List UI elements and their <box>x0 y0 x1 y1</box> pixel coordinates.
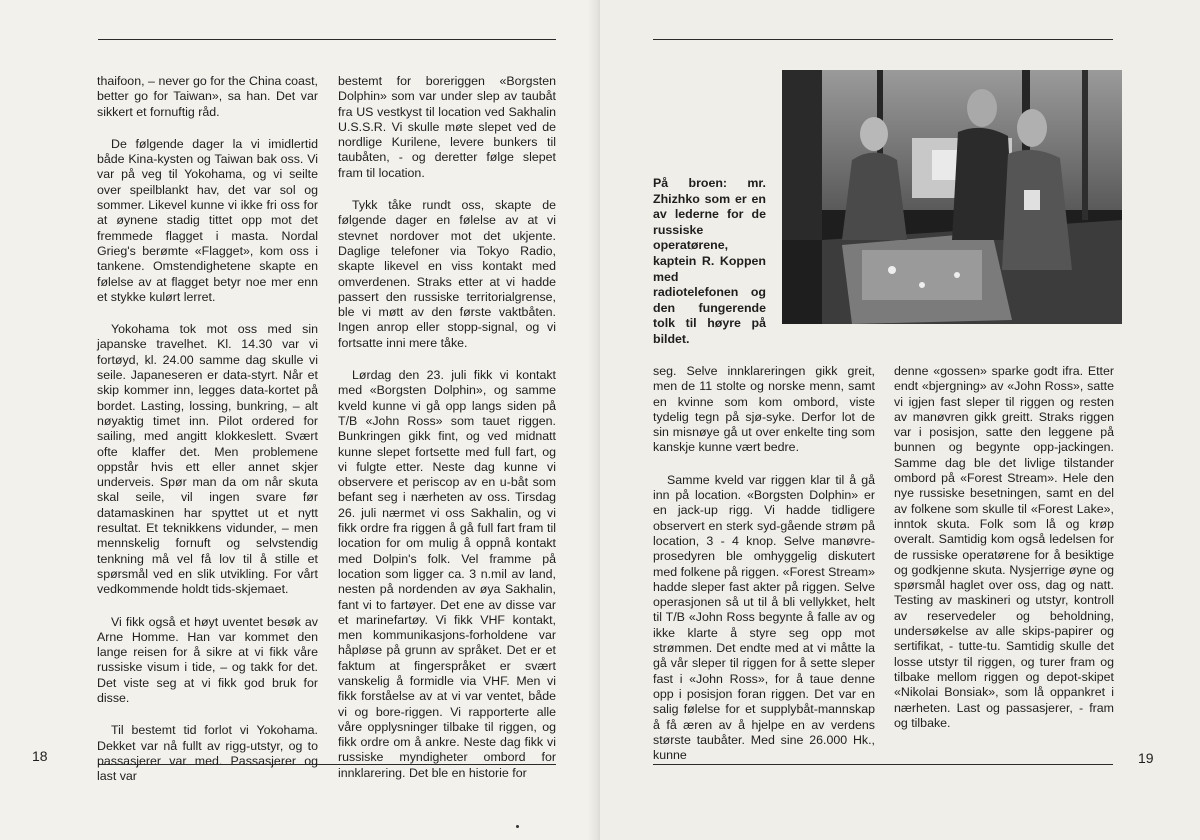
paragraph: Til bestemt tid forlot vi Yokohama. Dekket var nå fullt av rigg-utstyr, og to passasjerer var med. Passasjerer og last var <box>97 723 318 784</box>
paragraph: Samme kveld var riggen klar til å gå inn på location. «Borgsten Dolphin» er en jack-up rigg. Vi hadde tidligere observert en sterk syd-gående strøm på location, 3 - 4 knop. Selve manøvre-prosedyren ble omhyggelig diskutert med folkene på riggen. «Forest Stream» hadde sleper fast akter på riggen. Selve operasjonen så ut til å bli vellykket, helt til T/B «John Ross begynte å falle av og ikke klarte å styre seg opp mot strømmen. Det endte med at vi måtte la gå vår sleper til riggen for å sette sleper fast i «John Ross», for å taue denne opp i posisjon foran riggen. Det var en salig følelse for et supplybåt-mannskap å få æren av å hjelpe en av verdens største taubåter. Med sine 26.000 Hk., kunne <box>653 472 875 763</box>
bottom-rule <box>98 764 556 765</box>
text-column-1 <box>97 74 318 784</box>
text-column-2 <box>338 74 556 780</box>
top-rule <box>98 39 556 40</box>
paragraph: Tykk tåke rundt oss, skapte de følgende dager en følelse av at vi stevnet nordover mot det ukjente. Daglige telefoner via Tokyo Radio, skapte likevel en viss kontakt med omverdenen. Straks etter at vi hadde passert den russiske territorialgrense, ble vi møtt av den første vaktbåten. Ingen anrop eller stopp-signal, og vi fortsatte inni mere tåke. <box>338 198 556 350</box>
bottom-rule <box>653 764 1113 765</box>
paragraph: De følgende dager la vi imidlertid både Kina-kysten og Taiwan bak oss. Vi var på veg til Yokohama, og vi seilte over speilblankt hav, det var sol og sommer. Likevel kunne vi ikke fri oss for at øynene stadig tittet opp mot det fremmede flagget i masta. Nordal Grieg's berømte «Flagget», kom oss i tankene. Omstendighetene skapte en følelse av at flagget betyr noe mer enn et stykke kulørt lerret. <box>97 136 318 304</box>
paragraph: Vi fikk også et høyt uventet besøk av Arne Homme. Han var kommet den lange reisen for å sikre at vi fikk våre russiske visum i tide, – og takk for det. Det viste seg at vi fikk god bruk for disse. <box>97 614 318 705</box>
photo-caption: På broen: mr. Zhizhko som er en av lederne for de russiske operatørene, kaptein R. Koppen med radiotelefonen og den fungerende tolk til høyre på bildet. <box>653 176 766 346</box>
page-number: 18 <box>32 748 48 764</box>
page-number: 19 <box>1138 750 1154 766</box>
print-speck <box>516 825 519 828</box>
paragraph: denne «gossen» sparke godt ifra. Etter endt «bjergning» av «John Ross», satte vi igjen fast sleper til riggen og resten av manøvren gikk greitt. Straks riggen var i posisjon, satte den leggene på bunnen og begynte opp-jackingen. Samme dag ble det livlige tilstander ombord på «Forest Stream». Hele den nye russiske besetningen, samt en del av folkene som skulle til «Forest Lake», inntok skuta. Folk som lå og krøp overalt. Samtidig kom også ledelsen for de russiske operatørene for å besiktige og godkjenne skuta. Nysjerrige øyne og spørsmål haglet over oss, dag og natt. Testing av maskineri og utstyr, kontroll av reservedeler og beholdning, undersøkelse av alle skips-papirer og sertifikat, - tutte-tu. Samtidig skulle det losse utstyr til riggen, og turer fram og tilbake mellom riggen og depot-skipet «Nikolai Bonsiak», som lå oppankret i nærheten. Last og passasjerer, - fram og tilbake. <box>894 364 1114 730</box>
text-column-3 <box>653 364 875 763</box>
paragraph: thaifoon, – never go for the China coast, better go for Taiwan», sa han. Det var sikkert et fornuftig råd. <box>97 74 318 119</box>
text-column-4 <box>894 364 1114 744</box>
top-rule <box>653 39 1113 40</box>
paragraph: Lørdag den 23. juli fikk vi kontakt med «Borgsten Dolphin», og samme kveld kunne vi gå opp langs siden på T/B «John Ross» som tauet riggen. Bunkringen gikk fint, og ved midnatt kunne slepet fortsette med full fart, og vi fulgte etter. Neste dag kunne vi observere et periscop av en u-båt som befant seg i nærheten av oss. Tirsdag 26. juli nærmet vi oss Sakhalin, og vi fikk ordre fra riggen å gå full fart fram til location for om mulig å oppnå kontakt med Dolpin's folk. Vel framme på location som ligger ca. 3 n.mil av land, nesten på nordenden av øya Sakhalin, fant vi to fartøyer. Det ene av disse var et marinefartøy. Vi fikk VHF kontakt, men kommunikasjons-forholdene var håpløse på grunn av språket. Det er et faktum at fingerspråket er svært vanskelig å formidle via VHF. Men vi fikk forståelse av at vi var ventet, både vi og bore-riggen. Vi rapporterte alle våre opplysninger tilbake til riggen, og fikk ordre om å ankre. Neste dag fikk vi russiske myndigheter ombord for innklarering. Det ble en historie for <box>338 368 556 780</box>
paragraph: Yokohama tok mot oss med sin japanske travelhet. Kl. 14.30 var vi fortøyd, kl. 24.00 samme dag skulle vi seile. Japaneseren er data-styrt. Når et skip kommer inn, legges data-kortet på bordet. Lasting, lossing, bunkring, – alt nøyaktig timet inn. Pilot ordered for sailing, med angitt klokkeslett. Svært ofte klaffer det. Men problemene oppstår hvis ett eller annet skjer underveis. Spør man da om når skuta skal seile, vil ingen svare før datamaskinen har spyttet ut et nytt resultat. Et teknikkens vidunder, – men mennskelig fornuft og selvstendig tenkning må vel få lov til å stille et spørsmål ved en slik utvikling. For vårt vedkommende holdt tids-skjemaet. <box>97 322 318 597</box>
paragraph: bestemt for boreriggen «Borgsten Dolphin» som var under slep av taubåt fra US vestkyst til location ved Sakhalin U.S.S.R. Vi skulle møte slepet ved de nordlige Kurilene, levere bunkers til taubåten, - og deretter følge slepet fram til location. <box>338 74 556 180</box>
paragraph: seg. Selve innklareringen gikk greit, men de 11 stolte og norske menn, samt en kvinne som kom ombord, viste tydelig tegn på sjø-syke. Derfor lot de sin misnøye gå ut over enkelte ting som kanskje kunne vært bedre. <box>653 364 875 455</box>
bridge-photo <box>782 70 1122 324</box>
